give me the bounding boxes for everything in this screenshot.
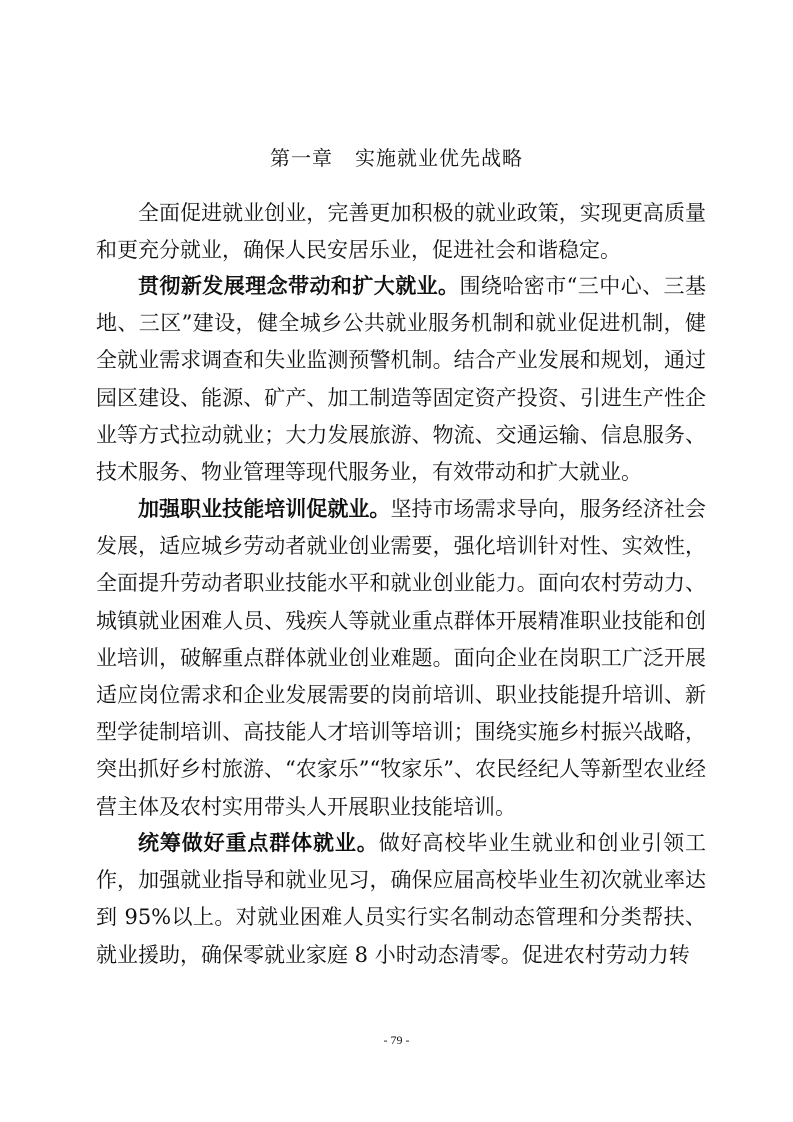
paragraph-text: 坚持市场需求导向，服务经济社会发展，适应城乡劳动者就业创业需要，强化培训针对性、实效性，全面提升劳动者职业技能水平和就业创业能力。面向农村劳动力、城镇就业困难人员、残疾人等就业重点群体开展精准职业技能和创业培训，破解重点群体就业创业难题。面向企业在岗职工广泛开展适应岗位需求和企业发展需要的岗前培训、职业技能提升培训、新型学徒制培训、高技能人才培训等培训；围绕实施乡村振兴战略，突出抓好乡村旅游、“农家乐”“牧家乐”、农民经纪人等新型农业经营主体及农村实用带头人开展职业技能培训。 bbox=[96, 497, 707, 819]
chapter-title: 第一章 实施就业优先战略 bbox=[269, 146, 524, 170]
paragraph-text: 围绕哈密市“三中心、三基地、三区”建设，健全城乡公共就业服务机制和就业促进机制，健全就业需求调查和失业监测预警机制。结合产业发展和规划，通过园区建设、能源、矿产、加工制造等固定资产投资、引进生产性企业等方式拉动就业；大力发展旅游、物流、交通运输、信息服务、技术服务、物业管理等现代服务业，有效带动和扩大就业。 bbox=[96, 274, 706, 485]
paragraph-key-groups bbox=[96, 824, 706, 974]
paragraph-text: 全面促进就业创业，完善更加积极的就业政策，实现更高质量和更充分就业，确保人民安居乐业，促进社会和谐稳定。 bbox=[96, 201, 706, 263]
paragraph-lead: 加强职业技能培训促就业。 bbox=[138, 496, 391, 521]
paragraph-text: 做好高校毕业生就业和创业引领工作，加强就业指导和就业见习，确保应届高校毕业生初次就业率达到 95%以上。对就业困难人员实行实名制动态管理和分类帮扶、就业援助，确保零就业家庭 8 小时动态清零。促进农村劳动力转 bbox=[96, 831, 707, 967]
paragraph-lead: 统筹做好重点群体就业。 bbox=[138, 830, 379, 855]
paragraph-intro bbox=[96, 194, 706, 269]
page-number: - 79 - bbox=[383, 1033, 410, 1047]
paragraph-lead: 贯彻新发展理念带动和扩大就业。 bbox=[138, 273, 460, 298]
paragraph-expand-employment bbox=[96, 267, 706, 491]
paragraph-skills-training bbox=[96, 490, 706, 826]
